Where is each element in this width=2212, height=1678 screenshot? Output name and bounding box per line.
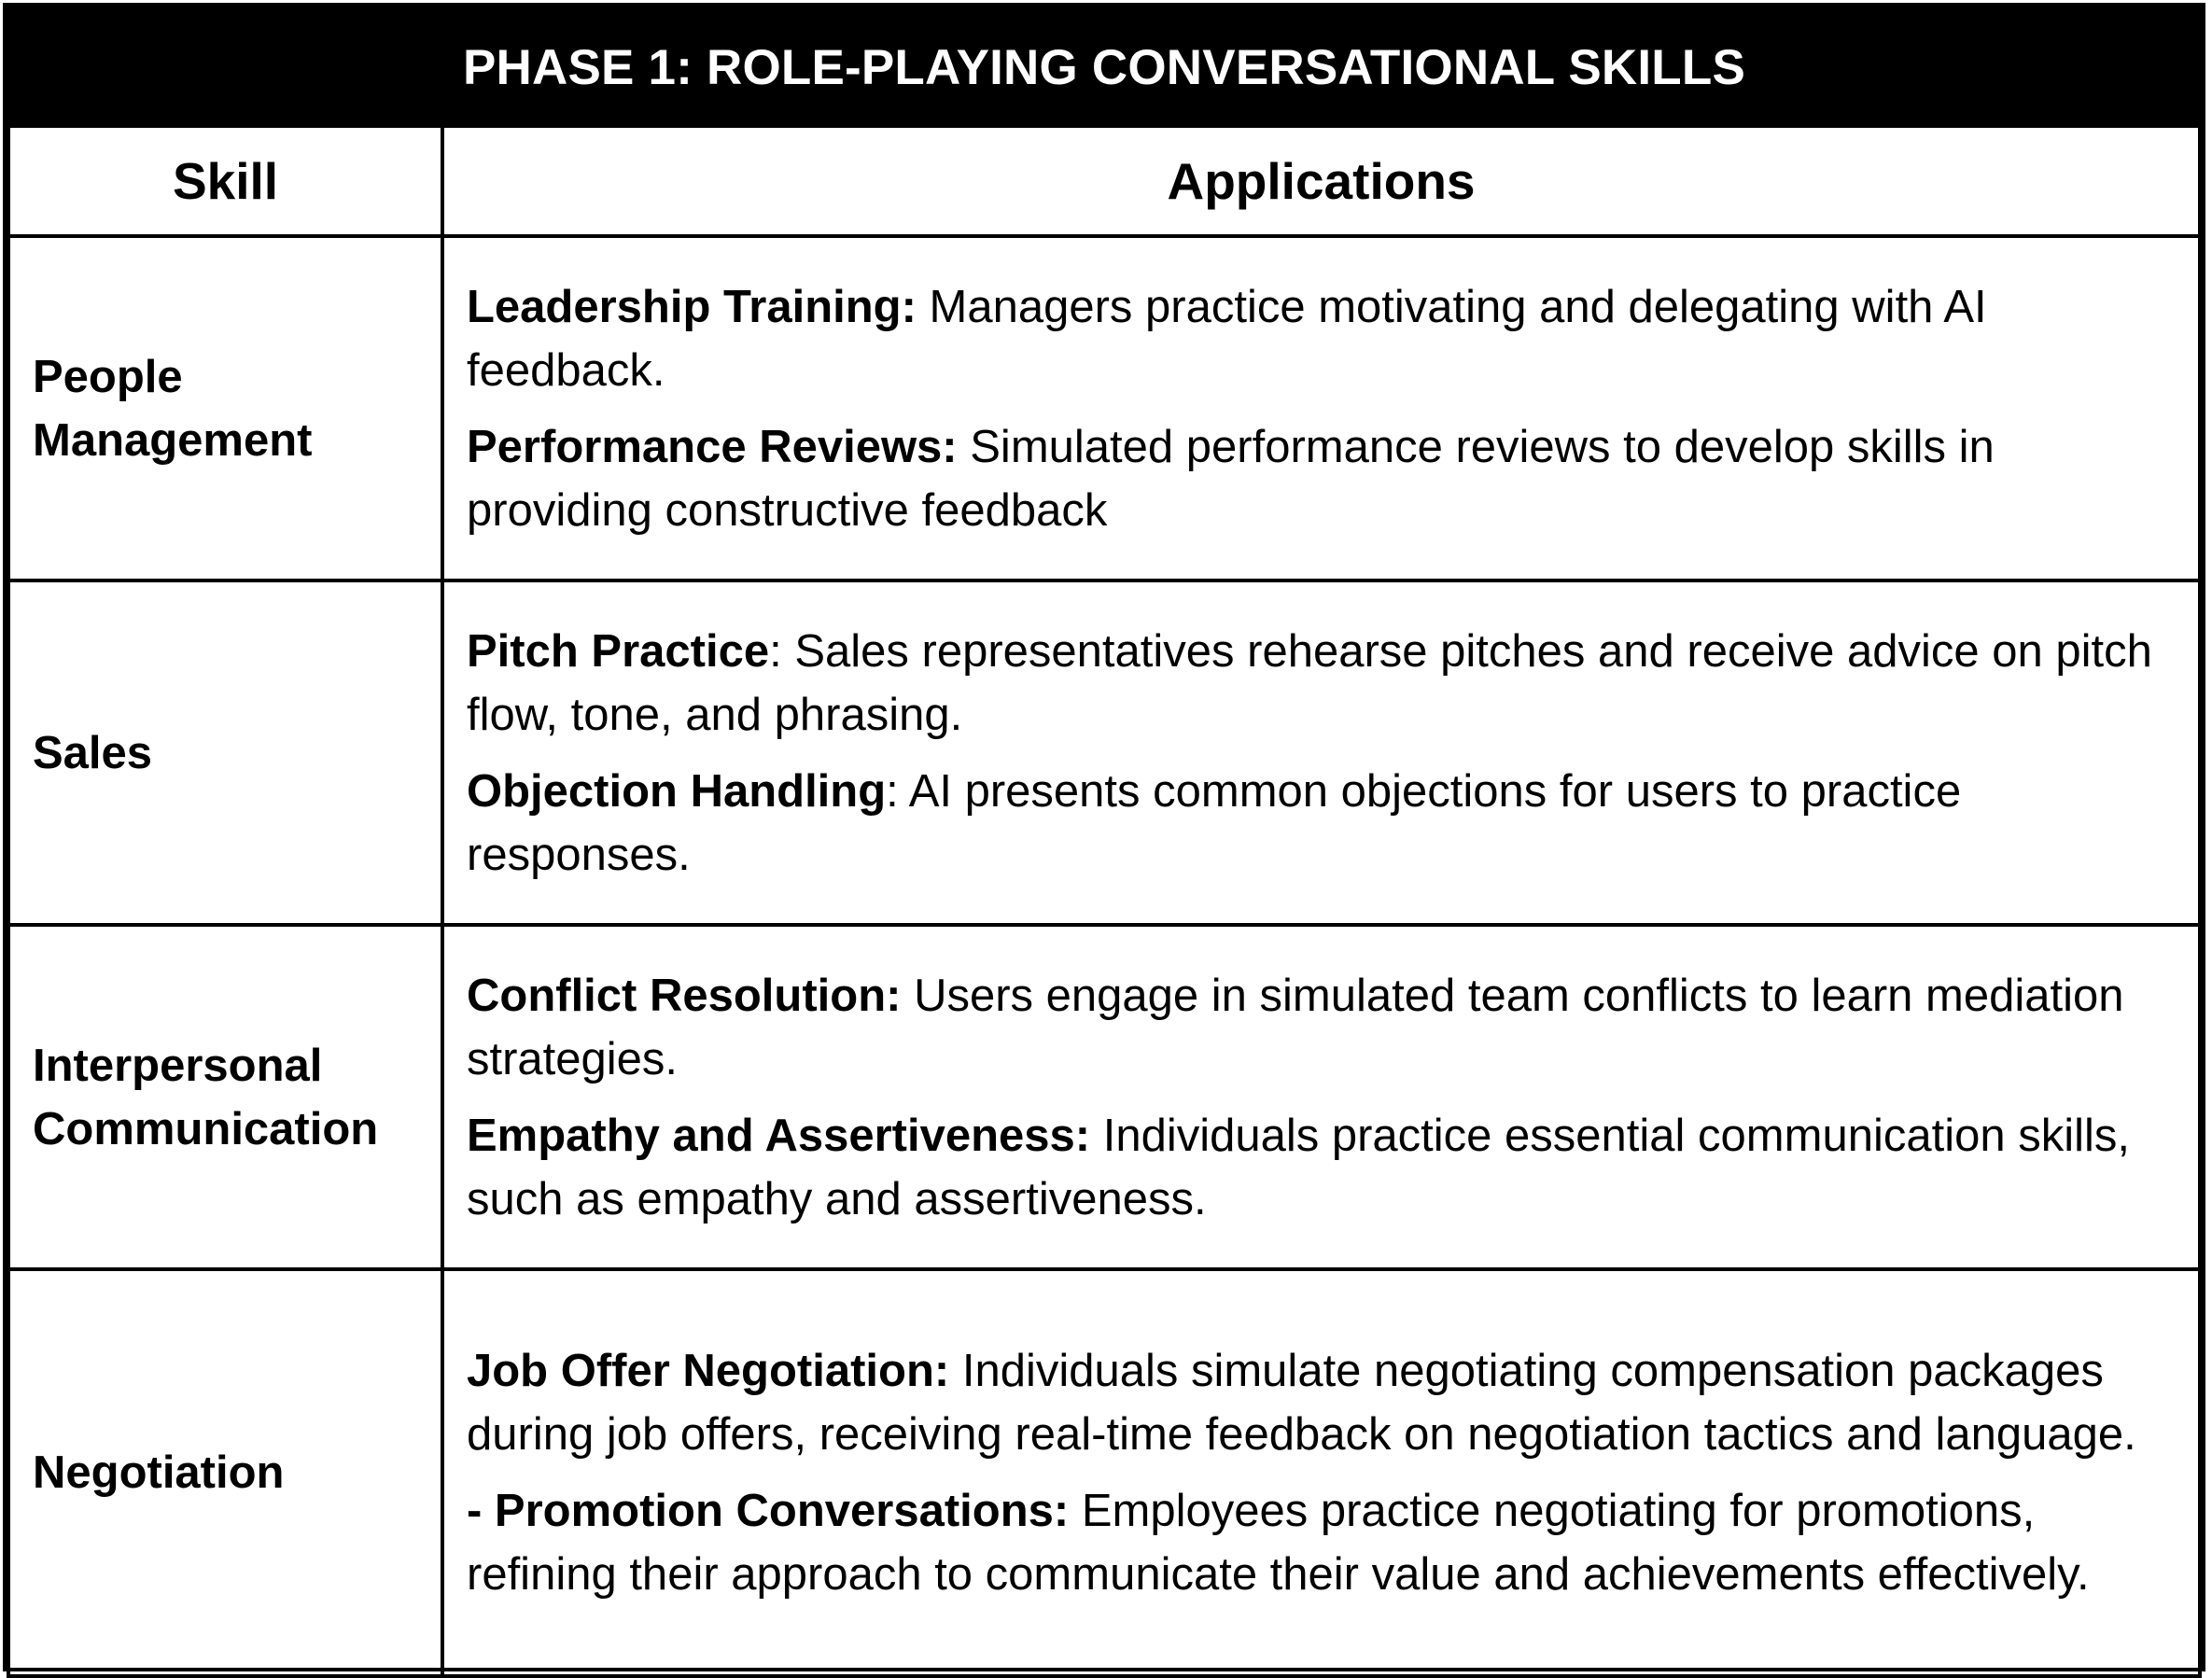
application-item xyxy=(467,760,2181,887)
application-label: Conflict Resolution: xyxy=(467,970,902,1021)
application-label: Performance Reviews: xyxy=(467,421,958,472)
application-item xyxy=(467,620,2181,747)
table-row xyxy=(8,925,2200,1269)
application-label: Objection Handling xyxy=(467,765,887,817)
application-text: : Sales representatives rehearse pitches and receive advice on pitch flow, tone, and phrasing. xyxy=(467,625,2152,740)
skill-cell: People Management xyxy=(8,236,442,580)
application-item xyxy=(467,964,2181,1091)
table-header-row xyxy=(8,126,2200,236)
application-text: Managers practice motivating and delegating with AI feedback. xyxy=(467,281,1987,396)
table-title: PHASE 1: ROLE-PLAYING CONVERSATIONAL SKILLS xyxy=(8,8,2200,126)
application-label: Leadership Training: xyxy=(467,281,917,332)
application-text: Users engage in simulated team conflicts to learn mediation strategies. xyxy=(467,970,2124,1084)
column-header-skill: Skill xyxy=(8,126,442,236)
application-item xyxy=(467,415,2181,542)
skill-cell: Negotiation xyxy=(8,1269,442,1676)
application-item xyxy=(467,1339,2181,1466)
applications-cell xyxy=(442,1269,2200,1676)
application-label: Job Offer Negotiation: xyxy=(467,1346,950,1396)
application-text: Individuals practice essential communication skills, such as empathy and assertiveness. xyxy=(467,1110,2130,1224)
applications-cell xyxy=(442,580,2200,925)
applications-cell xyxy=(442,236,2200,580)
column-header-applications: Applications xyxy=(442,126,2200,236)
table-row xyxy=(8,580,2200,925)
application-item xyxy=(467,1104,2181,1231)
application-label: Empathy and Assertiveness: xyxy=(467,1110,1091,1161)
application-text: Simulated performance reviews to develop skills in providing constructive feedback xyxy=(467,421,1995,536)
skill-cell: Sales xyxy=(8,580,442,925)
application-label: Pitch Practice xyxy=(467,625,770,677)
skill-cell: Interpersonal Communication xyxy=(8,925,442,1269)
application-text: : AI presents common objections for users to practice responses. xyxy=(467,765,1962,880)
application-item xyxy=(467,1479,2181,1606)
skills-table-container xyxy=(3,3,2205,1671)
table-row xyxy=(8,1269,2200,1676)
application-text: Individuals simulate negotiating compensation packages during job offers, receiving real-time feedback on negotiation tactics and language. xyxy=(467,1346,2136,1460)
application-text: Employees practice negotiating for promotions, refining their approach to communicate their value and achievements effectively. xyxy=(467,1486,2090,1600)
application-label: - Promotion Conversations: xyxy=(467,1486,1070,1536)
skills-table xyxy=(7,7,2202,1678)
table-title-row xyxy=(8,8,2200,126)
applications-cell xyxy=(442,925,2200,1269)
application-item xyxy=(467,275,2181,402)
table-row xyxy=(8,236,2200,580)
